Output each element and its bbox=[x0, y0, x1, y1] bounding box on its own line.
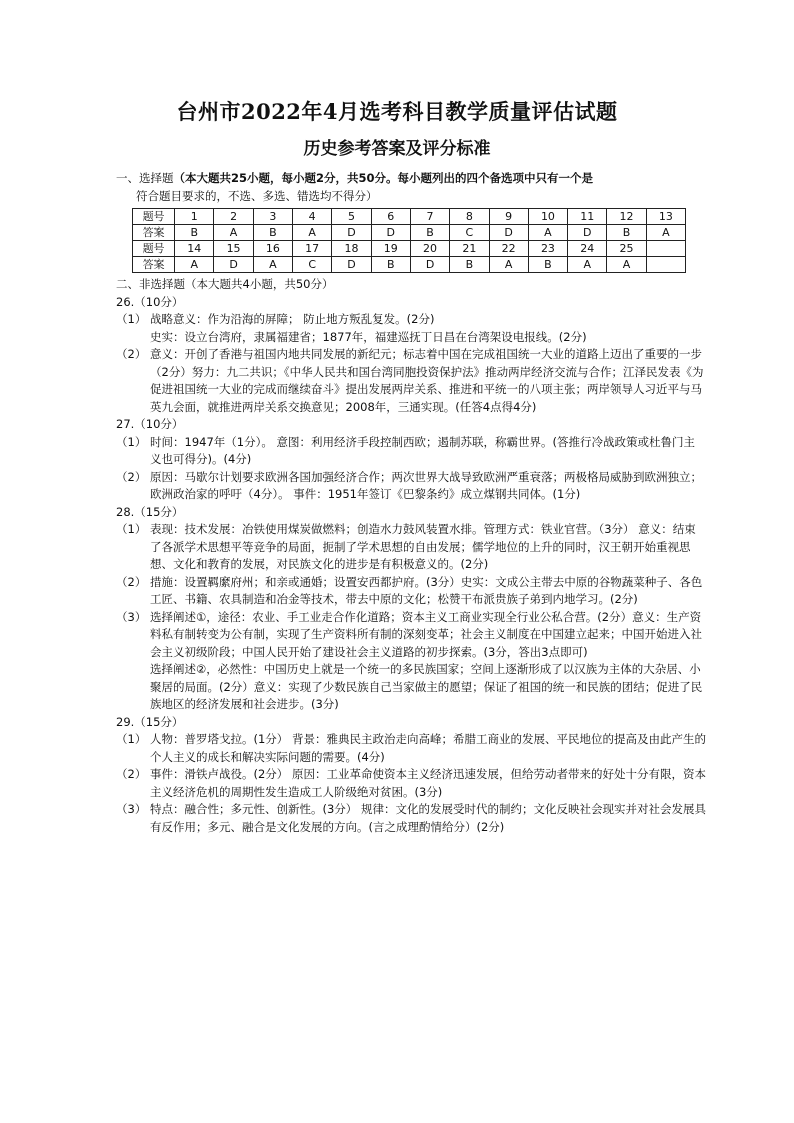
q27-part2-number: （2） bbox=[116, 469, 147, 484]
row-label-cell: 答案 bbox=[133, 225, 175, 241]
answer-table-cell: 2 bbox=[214, 209, 253, 225]
answer-table-cell: D bbox=[568, 225, 607, 241]
answer-table-cell: 4 bbox=[293, 209, 332, 225]
section1-heading-line2: 符合题目要求的，不选、多选、错选均不得分） bbox=[136, 188, 378, 203]
q29-part1-number: （1） bbox=[116, 732, 147, 746]
answer-table-cell: A bbox=[253, 257, 292, 273]
answer-table-cell: A bbox=[607, 257, 646, 273]
answer-table-cell: A bbox=[646, 225, 685, 241]
answer-table-cell: 7 bbox=[410, 209, 449, 225]
section1-heading bbox=[116, 170, 706, 188]
answer-table-cell: 25 bbox=[607, 241, 646, 257]
answer-table-cell: 14 bbox=[175, 241, 214, 257]
answer-table-cell: 22 bbox=[489, 241, 528, 257]
answer-table-cell: 10 bbox=[528, 209, 567, 225]
answer-table-cell: D bbox=[489, 225, 528, 241]
q27-part1 bbox=[116, 434, 706, 469]
answer-table-cell: D bbox=[332, 257, 371, 273]
q29-part2 bbox=[116, 766, 706, 801]
answer-table-cell: D bbox=[332, 225, 371, 241]
answer-table-cell: A bbox=[489, 257, 528, 273]
answer-table-cell: A bbox=[568, 257, 607, 273]
answer-body bbox=[116, 170, 706, 836]
answer-table-cell: 21 bbox=[450, 241, 489, 257]
answer-table-cell: 24 bbox=[568, 241, 607, 257]
answer-table-cell bbox=[646, 257, 685, 273]
row-label-cell: 题号 bbox=[133, 241, 175, 257]
answer-table-cell: B bbox=[253, 225, 292, 241]
answer-table-cell: D bbox=[410, 257, 449, 273]
q29-part1-text: 人物：普罗塔戈拉。(1分） 背景：雅典民主政治走向高峰；希腊工商业的发展、平民地位的提高及由此产生的个人主义的成长和解决实际问题的需要。(4分) bbox=[150, 732, 706, 764]
answer-table-cell: 9 bbox=[489, 209, 528, 225]
q26-part2-text: 意义：开创了香港与祖国内地共同发展的新纪元；标志着中国在完成祖国统一大业的道路上迈出了重要的一步（2分）努力：九二共识；《中华人民共和国台湾同胞投资保护法》推动两岸经济交流与合作；江泽民发表《为促进祖国统一大业的完成而继续奋斗》提出发展两岸关系、推进和平统一的八项主张；两岸领导人习近平与马英九会面，就推进两岸关系交换意见；2008年，三通实现。(任答4点得4分) bbox=[150, 347, 704, 414]
q27-heading: 27.（10分） bbox=[116, 417, 184, 431]
q27-part1-number: （1） bbox=[116, 434, 147, 449]
answer-table-cell: C bbox=[450, 225, 489, 241]
q26-part1-text: 战略意义：作为沿海的屏障； 防止地方叛乱复发。(2分) bbox=[150, 312, 435, 326]
answer-table-cell: D bbox=[214, 257, 253, 273]
q27-part1-text: 时间：1947年（1分）。 意图：利用经济手段控制西欧；遏制苏联，称霸世界。(答推行冷战政策或杜鲁门主义也可得分)。(4分) bbox=[150, 434, 695, 466]
answer-table-cell: A bbox=[293, 225, 332, 241]
answer-table-cell: 23 bbox=[528, 241, 567, 257]
answer-table-cell: B bbox=[607, 225, 646, 241]
answer-table-cell: C bbox=[293, 257, 332, 273]
answer-table-cell: A bbox=[175, 257, 214, 273]
answer-table-cell bbox=[646, 241, 685, 257]
answer-table-cell: 15 bbox=[214, 241, 253, 257]
answer-table bbox=[132, 208, 686, 273]
answer-table-cell: 5 bbox=[332, 209, 371, 225]
answer-table-cell: 17 bbox=[293, 241, 332, 257]
q29-part2-text: 事件：滑铁卢战役。(2分） 原因：工业革命使资本主义经济迅速发展，但给劳动者带来的好处十分有限，资本主义经济危机的周期性发生造成工人阶级绝对贫困。(3分) bbox=[150, 767, 706, 799]
q29-heading: 29.（15分） bbox=[116, 714, 184, 729]
page-subtitle: 历史参考答案及评分标准 bbox=[303, 139, 491, 159]
section2-heading: 二、非选择题（本大题共4小题，共50分） bbox=[116, 277, 334, 291]
q28-part1 bbox=[116, 521, 706, 574]
page-title: 台州市2022年4月选考科目教学质量评估试题 bbox=[176, 99, 618, 124]
q26-part1-continuation: 史实：设立台湾府，隶属福建省；1877年，福建巡抚丁日昌在台湾架设电报线。(2分) bbox=[150, 329, 587, 344]
answer-table-cell: A bbox=[214, 225, 253, 241]
answer-table-cell: 18 bbox=[332, 241, 371, 257]
q28-part3-text: 选择阐述①，途径：农业、手工业走合作化道路；资本主义工商业实现全行业公私合营。(2分）意义：生产资料私有制转变为公有制，实现了生产资料所有制的深刻变革；社会主义制度在中国建立起来；中国开始进入社会主义初级阶段；中国人民开始了建设社会主义道路的初步探索。(3分，答出3点即可) bbox=[150, 609, 702, 659]
q28-heading: 28.（15分） bbox=[116, 504, 184, 519]
q26-heading: 26.（10分） bbox=[116, 294, 184, 309]
row-label-cell: 答案 bbox=[133, 257, 175, 273]
answer-table-cell: D bbox=[371, 225, 410, 241]
section1-heading-prefix: 一、选择题 bbox=[116, 171, 174, 185]
q26-part2 bbox=[116, 346, 706, 416]
q28-part1-number: （1） bbox=[116, 522, 147, 536]
answer-table-cell: 11 bbox=[568, 209, 607, 225]
answer-table-cell: 8 bbox=[450, 209, 489, 225]
answer-table-answers-row-1 bbox=[133, 225, 686, 241]
section1-heading-bold: （本大题共25小题，每小题2分，共50分。每小题列出的四个备选项中只有一个是 bbox=[173, 171, 594, 185]
q28-part3-number: （3） bbox=[116, 609, 147, 624]
answer-table-cell: 16 bbox=[253, 241, 292, 257]
answer-table-numbers-row-2 bbox=[133, 241, 686, 257]
q29-part1 bbox=[116, 731, 706, 766]
q27-part2 bbox=[116, 469, 706, 504]
q28-part2-text: 措施：设置羁縻府州；和亲或通婚；设置安西都护府。(3分）史实：文成公主带去中原的谷物蔬菜种子、各色工匠、书籍、农具制造和冶金等技术，带去中原的文化；松赞干布派贵族子弟到内地学习。(2分) bbox=[150, 574, 703, 606]
answer-table-cell: B bbox=[175, 225, 214, 241]
q27-part2-text: 原因：马歇尔计划要求欧洲各国加强经济合作；两次世界大战导致欧洲严重衰落；两极格局威胁到欧洲独立；欧洲政治家的呼吁（4分）。 事件：1951年签订《巴黎条约》成立煤钢共同体。(1分) bbox=[150, 469, 702, 501]
q29-part3-text: 特点：融合性；多元性、创新性。(3分） 规律：文化的发展受时代的制约；文化反映社会现实并对社会发展具有反作用；多元、融合是文化发展的方向。(言之成理酌情给分）(2分) bbox=[150, 802, 706, 834]
q26-part2-number: （2） bbox=[116, 347, 147, 361]
answer-table-cell: B bbox=[410, 225, 449, 241]
answer-table-cell: A bbox=[528, 225, 567, 241]
answer-table-answers-row-2 bbox=[133, 257, 686, 273]
q26-part1-number: （1） bbox=[116, 312, 147, 326]
q28-part2-number: （2） bbox=[116, 574, 147, 589]
row-label-cell: 题号 bbox=[133, 209, 175, 225]
answer-table-cell: 20 bbox=[410, 241, 449, 257]
answer-table-cell: B bbox=[450, 257, 489, 273]
q28-part3 bbox=[116, 609, 706, 662]
answer-table-cell: 6 bbox=[371, 209, 410, 225]
q28-part1-text: 表现：技术发展：冶铁使用煤炭做燃料；创造水力鼓风装置水排。管理方式：铁业官营。（3分） 意义：结束了各派学术思想平等竞争的局面，扼制了学术思想的自由发展；儒学地位的上升的同时，汉王朝开始重视思想、文化和教育的发展，对民族文化的进步是有积极意义的。(2分) bbox=[150, 522, 696, 571]
answer-table-cell: 1 bbox=[175, 209, 214, 225]
q26-part1 bbox=[116, 311, 706, 329]
q29-part3-number: （3） bbox=[116, 802, 147, 816]
answer-table-numbers-row-1 bbox=[133, 209, 686, 225]
q28-part2 bbox=[116, 574, 706, 609]
q28-part3-continuation: 选择阐述②，必然性：中国历史上就是一个统一的多民族国家；空间上逐渐形成了以汉族为主体的大杂居、小聚居的局面。(2分）意义：实现了少数民族自己当家做主的愿望；保证了祖国的统一和民族的团结；促进了民族地区的经济发展和社会进步。(3分) bbox=[150, 662, 703, 711]
q29-part3 bbox=[116, 801, 706, 836]
answer-table-cell: B bbox=[371, 257, 410, 273]
answer-table-cell: 3 bbox=[253, 209, 292, 225]
answer-table-cell: 19 bbox=[371, 241, 410, 257]
answer-table-cell: 12 bbox=[607, 209, 646, 225]
answer-table-cell: 13 bbox=[646, 209, 685, 225]
q29-part2-number: （2） bbox=[116, 767, 147, 781]
answer-table-cell: B bbox=[528, 257, 567, 273]
